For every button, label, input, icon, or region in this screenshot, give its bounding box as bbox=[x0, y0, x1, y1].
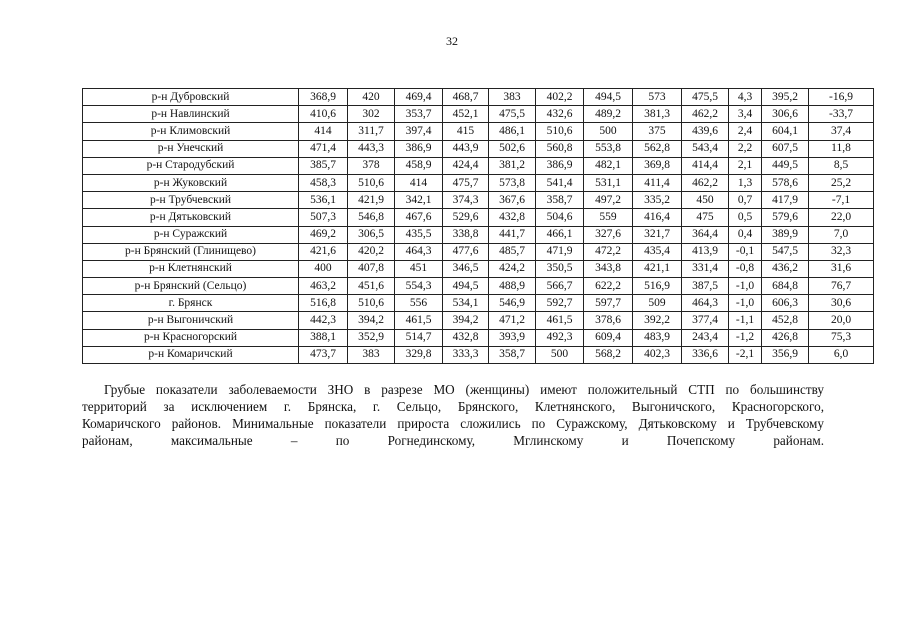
value-cell: 462,2 bbox=[682, 174, 729, 191]
value-cell: 473,7 bbox=[299, 346, 348, 363]
value-cell: 485,7 bbox=[489, 243, 536, 260]
region-name-cell: р-н Климовский bbox=[83, 123, 299, 140]
value-cell: 387,5 bbox=[682, 278, 729, 295]
value-cell: 2,4 bbox=[729, 123, 762, 140]
value-cell: 381,3 bbox=[633, 106, 682, 123]
table-row bbox=[83, 226, 874, 243]
value-cell: 306,6 bbox=[762, 106, 809, 123]
value-cell: 435,4 bbox=[633, 243, 682, 260]
value-cell: -2,1 bbox=[729, 346, 762, 363]
region-name-cell: р-н Брянский (Глинищево) bbox=[83, 243, 299, 260]
value-cell: 378,6 bbox=[584, 312, 633, 329]
value-cell: 402,3 bbox=[633, 346, 682, 363]
value-cell: 507,3 bbox=[299, 209, 348, 226]
value-cell: 389,9 bbox=[762, 226, 809, 243]
value-cell: 378 bbox=[348, 157, 395, 174]
value-cell: 375 bbox=[633, 123, 682, 140]
value-cell: 2,2 bbox=[729, 140, 762, 157]
paragraph-line: Грубые показатели заболеваемости ЗНО в разрезе МО (женщины) имеют положительный СТП по большинству bbox=[104, 382, 824, 397]
incidence-table bbox=[82, 88, 874, 364]
table-row bbox=[83, 278, 874, 295]
value-cell: 424,4 bbox=[443, 157, 489, 174]
table-row bbox=[83, 346, 874, 363]
region-name-cell: р-н Жуковский bbox=[83, 174, 299, 191]
value-cell: 534,1 bbox=[443, 295, 489, 312]
region-name-cell: р-н Унечский bbox=[83, 140, 299, 157]
value-cell: 604,1 bbox=[762, 123, 809, 140]
value-cell: 458,3 bbox=[299, 174, 348, 191]
value-cell: 22,0 bbox=[809, 209, 874, 226]
value-cell: 451 bbox=[395, 260, 443, 277]
value-cell: 413,9 bbox=[682, 243, 729, 260]
value-cell: 336,6 bbox=[682, 346, 729, 363]
value-cell: 461,5 bbox=[536, 312, 584, 329]
value-cell: 510,6 bbox=[348, 174, 395, 191]
value-cell: 383 bbox=[348, 346, 395, 363]
value-cell: 356,9 bbox=[762, 346, 809, 363]
value-cell: 1,3 bbox=[729, 174, 762, 191]
value-cell: 432,8 bbox=[489, 209, 536, 226]
value-cell: 329,8 bbox=[395, 346, 443, 363]
value-cell: 2,1 bbox=[729, 157, 762, 174]
value-cell: 462,2 bbox=[682, 106, 729, 123]
value-cell: 335,2 bbox=[633, 192, 682, 209]
value-cell: 0,5 bbox=[729, 209, 762, 226]
value-cell: 502,6 bbox=[489, 140, 536, 157]
value-cell: 414 bbox=[299, 123, 348, 140]
paragraph-line: районам, максимальные – по Рогнединскому, Мглинскому и Почепскому районам. bbox=[82, 433, 824, 448]
value-cell: 497,2 bbox=[584, 192, 633, 209]
value-cell: 475,7 bbox=[443, 174, 489, 191]
value-cell: 471,4 bbox=[299, 140, 348, 157]
value-cell: -33,7 bbox=[809, 106, 874, 123]
value-cell: 477,6 bbox=[443, 243, 489, 260]
value-cell: 609,4 bbox=[584, 329, 633, 346]
value-cell: 338,8 bbox=[443, 226, 489, 243]
value-cell: 475 bbox=[682, 209, 729, 226]
region-name-cell: р-н Трубчевский bbox=[83, 192, 299, 209]
value-cell: 4,3 bbox=[729, 89, 762, 106]
region-name-cell: р-н Красногорский bbox=[83, 329, 299, 346]
summary-paragraph bbox=[82, 381, 824, 449]
value-cell: 306,5 bbox=[348, 226, 395, 243]
table-row bbox=[83, 209, 874, 226]
table-row bbox=[83, 89, 874, 106]
value-cell: 464,3 bbox=[395, 243, 443, 260]
value-cell: 383 bbox=[489, 89, 536, 106]
value-cell: 393,9 bbox=[489, 329, 536, 346]
value-cell: 468,7 bbox=[443, 89, 489, 106]
value-cell: 352,9 bbox=[348, 329, 395, 346]
value-cell: 543,4 bbox=[682, 140, 729, 157]
value-cell: 321,7 bbox=[633, 226, 682, 243]
value-cell: 377,4 bbox=[682, 312, 729, 329]
value-cell: 566,7 bbox=[536, 278, 584, 295]
value-cell: 302 bbox=[348, 106, 395, 123]
value-cell: 420,2 bbox=[348, 243, 395, 260]
value-cell: 436,2 bbox=[762, 260, 809, 277]
value-cell: 531,1 bbox=[584, 174, 633, 191]
value-cell: 452,8 bbox=[762, 312, 809, 329]
region-name-cell: г. Брянск bbox=[83, 295, 299, 312]
value-cell: 394,2 bbox=[348, 312, 395, 329]
value-cell: 467,6 bbox=[395, 209, 443, 226]
region-name-cell: р-н Выгоничский bbox=[83, 312, 299, 329]
value-cell: 414,4 bbox=[682, 157, 729, 174]
value-cell: 386,9 bbox=[395, 140, 443, 157]
value-cell: 452,1 bbox=[443, 106, 489, 123]
value-cell: -0,1 bbox=[729, 243, 762, 260]
value-cell: 435,5 bbox=[395, 226, 443, 243]
value-cell: 20,0 bbox=[809, 312, 874, 329]
value-cell: 471,9 bbox=[536, 243, 584, 260]
value-cell: 424,2 bbox=[489, 260, 536, 277]
value-cell: 333,3 bbox=[443, 346, 489, 363]
value-cell: 31,6 bbox=[809, 260, 874, 277]
region-name-cell: р-н Брянский (Сельцо) bbox=[83, 278, 299, 295]
value-cell: 0,7 bbox=[729, 192, 762, 209]
value-cell: 364,4 bbox=[682, 226, 729, 243]
value-cell: 547,5 bbox=[762, 243, 809, 260]
table-body bbox=[83, 89, 874, 364]
value-cell: 500 bbox=[536, 346, 584, 363]
value-cell: -0,8 bbox=[729, 260, 762, 277]
value-cell: 346,5 bbox=[443, 260, 489, 277]
value-cell: 494,5 bbox=[584, 89, 633, 106]
table-row bbox=[83, 243, 874, 260]
value-cell: 358,7 bbox=[489, 346, 536, 363]
value-cell: 11,8 bbox=[809, 140, 874, 157]
table-row bbox=[83, 260, 874, 277]
value-cell: 374,3 bbox=[443, 192, 489, 209]
paragraph-line: территорий за исключением г. Брянска, г. Сельцо, Брянского, Клетнянского, Выгоничского, Красногорского, bbox=[82, 399, 824, 414]
table-row bbox=[83, 106, 874, 123]
region-name-cell: р-н Стародубский bbox=[83, 157, 299, 174]
value-cell: 483,9 bbox=[633, 329, 682, 346]
value-cell: 75,3 bbox=[809, 329, 874, 346]
value-cell: 573,8 bbox=[489, 174, 536, 191]
value-cell: 311,7 bbox=[348, 123, 395, 140]
table-row bbox=[83, 312, 874, 329]
value-cell: 606,3 bbox=[762, 295, 809, 312]
value-cell: 469,4 bbox=[395, 89, 443, 106]
table-row bbox=[83, 174, 874, 191]
value-cell: 560,8 bbox=[536, 140, 584, 157]
paragraph-line: Комаричского районов. Минимальные показатели прироста сложились по Суражскому, Дятьковскому и Трубчевскому bbox=[82, 416, 824, 431]
value-cell: 420 bbox=[348, 89, 395, 106]
value-cell: 536,1 bbox=[299, 192, 348, 209]
value-cell: 516,9 bbox=[633, 278, 682, 295]
value-cell: 8,5 bbox=[809, 157, 874, 174]
value-cell: 395,2 bbox=[762, 89, 809, 106]
value-cell: 331,4 bbox=[682, 260, 729, 277]
region-name-cell: р-н Комаричский bbox=[83, 346, 299, 363]
value-cell: 6,0 bbox=[809, 346, 874, 363]
value-cell: 607,5 bbox=[762, 140, 809, 157]
value-cell: 546,9 bbox=[489, 295, 536, 312]
region-name-cell: р-н Клетнянский bbox=[83, 260, 299, 277]
value-cell: 432,8 bbox=[443, 329, 489, 346]
value-cell: 381,2 bbox=[489, 157, 536, 174]
value-cell: 449,5 bbox=[762, 157, 809, 174]
value-cell: 597,7 bbox=[584, 295, 633, 312]
value-cell: 492,3 bbox=[536, 329, 584, 346]
value-cell: 458,9 bbox=[395, 157, 443, 174]
value-cell: 343,8 bbox=[584, 260, 633, 277]
value-cell: 327,6 bbox=[584, 226, 633, 243]
value-cell: -1,1 bbox=[729, 312, 762, 329]
value-cell: 421,1 bbox=[633, 260, 682, 277]
value-cell: 573 bbox=[633, 89, 682, 106]
value-cell: 510,6 bbox=[348, 295, 395, 312]
value-cell: -7,1 bbox=[809, 192, 874, 209]
value-cell: 579,6 bbox=[762, 209, 809, 226]
value-cell: 504,6 bbox=[536, 209, 584, 226]
value-cell: 400 bbox=[299, 260, 348, 277]
value-cell: 411,4 bbox=[633, 174, 682, 191]
value-cell: 471,2 bbox=[489, 312, 536, 329]
value-cell: 243,4 bbox=[682, 329, 729, 346]
value-cell: 25,2 bbox=[809, 174, 874, 191]
value-cell: 407,8 bbox=[348, 260, 395, 277]
value-cell: 369,8 bbox=[633, 157, 682, 174]
value-cell: 385,7 bbox=[299, 157, 348, 174]
value-cell: 353,7 bbox=[395, 106, 443, 123]
value-cell: 529,6 bbox=[443, 209, 489, 226]
value-cell: 562,8 bbox=[633, 140, 682, 157]
table-row bbox=[83, 157, 874, 174]
value-cell: 392,2 bbox=[633, 312, 682, 329]
value-cell: 554,3 bbox=[395, 278, 443, 295]
table-row bbox=[83, 192, 874, 209]
table-row bbox=[83, 329, 874, 346]
value-cell: -1,0 bbox=[729, 295, 762, 312]
value-cell: 394,2 bbox=[443, 312, 489, 329]
value-cell: 397,4 bbox=[395, 123, 443, 140]
region-name-cell: р-н Дятьковский bbox=[83, 209, 299, 226]
value-cell: 3,4 bbox=[729, 106, 762, 123]
value-cell: 514,7 bbox=[395, 329, 443, 346]
value-cell: 510,6 bbox=[536, 123, 584, 140]
value-cell: 622,2 bbox=[584, 278, 633, 295]
value-cell: 486,1 bbox=[489, 123, 536, 140]
value-cell: 482,1 bbox=[584, 157, 633, 174]
value-cell: 388,1 bbox=[299, 329, 348, 346]
value-cell: 553,8 bbox=[584, 140, 633, 157]
value-cell: 556 bbox=[395, 295, 443, 312]
value-cell: 7,0 bbox=[809, 226, 874, 243]
value-cell: 442,3 bbox=[299, 312, 348, 329]
value-cell: 450 bbox=[682, 192, 729, 209]
value-cell: 684,8 bbox=[762, 278, 809, 295]
value-cell: 414 bbox=[395, 174, 443, 191]
table-row bbox=[83, 123, 874, 140]
value-cell: 30,6 bbox=[809, 295, 874, 312]
value-cell: 475,5 bbox=[682, 89, 729, 106]
value-cell: 472,2 bbox=[584, 243, 633, 260]
value-cell: -1,2 bbox=[729, 329, 762, 346]
value-cell: 368,9 bbox=[299, 89, 348, 106]
value-cell: 426,8 bbox=[762, 329, 809, 346]
value-cell: 439,6 bbox=[682, 123, 729, 140]
value-cell: 578,6 bbox=[762, 174, 809, 191]
value-cell: 443,9 bbox=[443, 140, 489, 157]
value-cell: 386,9 bbox=[536, 157, 584, 174]
value-cell: 516,8 bbox=[299, 295, 348, 312]
value-cell: 443,3 bbox=[348, 140, 395, 157]
value-cell: 350,5 bbox=[536, 260, 584, 277]
value-cell: 342,1 bbox=[395, 192, 443, 209]
value-cell: 421,6 bbox=[299, 243, 348, 260]
value-cell: 489,2 bbox=[584, 106, 633, 123]
value-cell: 416,4 bbox=[633, 209, 682, 226]
region-name-cell: р-н Дубровский bbox=[83, 89, 299, 106]
value-cell: 541,4 bbox=[536, 174, 584, 191]
value-cell: 568,2 bbox=[584, 346, 633, 363]
value-cell: 509 bbox=[633, 295, 682, 312]
value-cell: 461,5 bbox=[395, 312, 443, 329]
value-cell: 546,8 bbox=[348, 209, 395, 226]
value-cell: -1,0 bbox=[729, 278, 762, 295]
table-row bbox=[83, 140, 874, 157]
value-cell: 451,6 bbox=[348, 278, 395, 295]
value-cell: 494,5 bbox=[443, 278, 489, 295]
value-cell: 466,1 bbox=[536, 226, 584, 243]
value-cell: 421,9 bbox=[348, 192, 395, 209]
value-cell: 37,4 bbox=[809, 123, 874, 140]
page-number: 32 bbox=[446, 34, 458, 48]
region-name-cell: р-н Суражский bbox=[83, 226, 299, 243]
value-cell: 475,5 bbox=[489, 106, 536, 123]
value-cell: 76,7 bbox=[809, 278, 874, 295]
value-cell: 410,6 bbox=[299, 106, 348, 123]
value-cell: 402,2 bbox=[536, 89, 584, 106]
value-cell: 415 bbox=[443, 123, 489, 140]
value-cell: 432,6 bbox=[536, 106, 584, 123]
value-cell: 417,9 bbox=[762, 192, 809, 209]
value-cell: 592,7 bbox=[536, 295, 584, 312]
value-cell: 358,7 bbox=[536, 192, 584, 209]
value-cell: 488,9 bbox=[489, 278, 536, 295]
value-cell: 367,6 bbox=[489, 192, 536, 209]
table-row bbox=[83, 295, 874, 312]
value-cell: 559 bbox=[584, 209, 633, 226]
value-cell: 0,4 bbox=[729, 226, 762, 243]
region-name-cell: р-н Навлинский bbox=[83, 106, 299, 123]
value-cell: 500 bbox=[584, 123, 633, 140]
value-cell: 463,2 bbox=[299, 278, 348, 295]
value-cell: 464,3 bbox=[682, 295, 729, 312]
value-cell: 32,3 bbox=[809, 243, 874, 260]
value-cell: 469,2 bbox=[299, 226, 348, 243]
value-cell: -16,9 bbox=[809, 89, 874, 106]
value-cell: 441,7 bbox=[489, 226, 536, 243]
